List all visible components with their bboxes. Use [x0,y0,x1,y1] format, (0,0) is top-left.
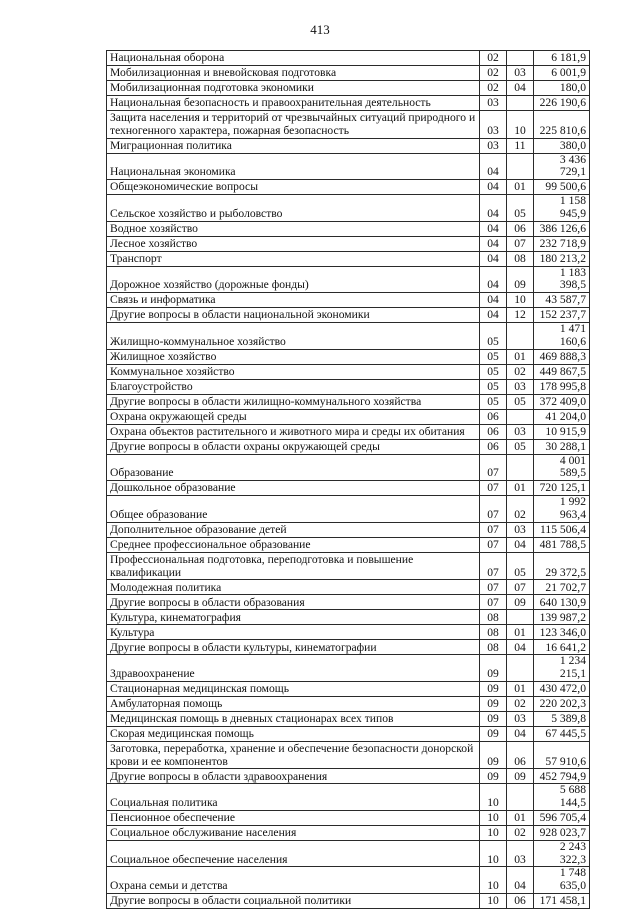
row-section-code: 07 [480,481,507,496]
row-section-code: 07 [480,454,507,481]
row-name: Образование [107,454,480,481]
row-subsection-code: 06 [507,741,534,769]
row-name: Защита населения и территорий от чрезвычайных ситуаций природного и техногенного характера, пожарная безопасность [107,111,480,139]
row-amount: 380,0 [534,138,590,153]
row-amount: 180 213,2 [534,251,590,266]
row-amount: 21 702,7 [534,580,590,595]
table-row [107,251,590,266]
row-amount: 1 471 160,6 [534,323,590,350]
table-row [107,96,590,111]
row-section-code: 09 [480,655,507,682]
row-name: Охрана семьи и детства [107,867,480,894]
row-name: Скорая медицинская помощь [107,726,480,741]
table-row [107,308,590,323]
row-name: Другие вопросы в области национальной экономики [107,308,480,323]
row-section-code: 07 [480,522,507,537]
row-section-code: 05 [480,323,507,350]
row-name: Социальное обеспечение населения [107,840,480,867]
row-section-code: 04 [480,153,507,180]
row-name: Пенсионное обеспечение [107,810,480,825]
table-row [107,595,590,610]
row-amount: 4 001 589,5 [534,454,590,481]
row-name: Здравоохранение [107,655,480,682]
table-row [107,454,590,481]
table-row [107,394,590,409]
row-section-code: 03 [480,138,507,153]
row-amount: 3 436 729,1 [534,153,590,180]
row-amount: 225 810,6 [534,111,590,139]
row-name: Благоустройство [107,379,480,394]
row-name: Национальная безопасность и правоохранительная деятельность [107,96,480,111]
row-amount: 640 130,9 [534,595,590,610]
row-name: Культура, кинематография [107,610,480,625]
row-subsection-code: 08 [507,251,534,266]
row-amount: 67 445,5 [534,726,590,741]
row-subsection-code: 06 [507,221,534,236]
row-amount: 57 910,6 [534,741,590,769]
row-section-code: 04 [480,221,507,236]
row-name: Культура [107,625,480,640]
row-subsection-code: 01 [507,481,534,496]
row-name: Другие вопросы в области охраны окружающей среды [107,439,480,454]
table-row [107,221,590,236]
row-name: Миграционная политика [107,138,480,153]
row-subsection-code: 02 [507,825,534,840]
row-section-code: 04 [480,308,507,323]
row-name: Заготовка, переработка, хранение и обеспечение безопасности донорской крови и ее компонентов [107,741,480,769]
row-subsection-code: 02 [507,496,534,523]
table-row [107,580,590,595]
row-amount: 16 641,2 [534,640,590,655]
row-section-code: 04 [480,266,507,293]
row-section-code: 09 [480,711,507,726]
row-amount: 6 181,9 [534,51,590,66]
table-row [107,681,590,696]
row-section-code: 07 [480,496,507,523]
row-subsection-code [507,784,534,811]
row-amount: 5 389,8 [534,711,590,726]
row-subsection-code: 05 [507,195,534,222]
row-subsection-code: 09 [507,595,534,610]
row-amount: 226 190,6 [534,96,590,111]
row-subsection-code: 03 [507,711,534,726]
row-amount: 178 995,8 [534,379,590,394]
row-section-code: 02 [480,51,507,66]
budget-table-body [107,51,590,909]
row-amount: 30 288,1 [534,439,590,454]
row-section-code: 05 [480,379,507,394]
row-amount: 372 409,0 [534,394,590,409]
row-name: Жилищное хозяйство [107,349,480,364]
table-row [107,625,590,640]
table-row [107,81,590,96]
table-row [107,711,590,726]
row-amount: 1 183 398,5 [534,266,590,293]
row-amount: 430 472,0 [534,681,590,696]
row-name: Общее образование [107,496,480,523]
row-amount: 2 243 322,3 [534,840,590,867]
row-name: Социальная политика [107,784,480,811]
row-name: Амбулаторная помощь [107,696,480,711]
row-amount: 29 372,5 [534,552,590,580]
row-section-code: 04 [480,251,507,266]
table-row [107,810,590,825]
table-row [107,640,590,655]
row-subsection-code: 03 [507,424,534,439]
row-name: Мобилизационная подготовка экономики [107,81,480,96]
row-name: Связь и информатика [107,293,480,308]
table-row [107,138,590,153]
row-section-code: 02 [480,66,507,81]
row-subsection-code [507,610,534,625]
table-row [107,349,590,364]
row-amount: 41 204,0 [534,409,590,424]
table-row [107,496,590,523]
table-row [107,111,590,139]
row-amount: 596 705,4 [534,810,590,825]
row-subsection-code: 02 [507,696,534,711]
row-amount: 1 234 215,1 [534,655,590,682]
row-subsection-code [507,323,534,350]
row-subsection-code: 11 [507,138,534,153]
row-section-code: 10 [480,893,507,908]
table-row [107,364,590,379]
table-row [107,537,590,552]
row-subsection-code: 04 [507,726,534,741]
row-amount: 481 788,5 [534,537,590,552]
row-amount: 1 158 945,9 [534,195,590,222]
row-subsection-code [507,153,534,180]
table-row [107,153,590,180]
row-section-code: 10 [480,810,507,825]
row-subsection-code: 04 [507,81,534,96]
row-name: Сельское хозяйство и рыболовство [107,195,480,222]
row-section-code: 08 [480,625,507,640]
table-row [107,180,590,195]
row-amount: 123 346,0 [534,625,590,640]
row-amount: 180,0 [534,81,590,96]
row-subsection-code: 01 [507,349,534,364]
table-row [107,769,590,784]
row-subsection-code: 10 [507,111,534,139]
table-row [107,741,590,769]
row-name: Дошкольное образование [107,481,480,496]
table-row [107,266,590,293]
row-subsection-code: 02 [507,364,534,379]
table-row [107,696,590,711]
row-subsection-code: 03 [507,840,534,867]
row-subsection-code: 04 [507,640,534,655]
row-subsection-code: 09 [507,266,534,293]
row-section-code: 05 [480,394,507,409]
table-row [107,610,590,625]
row-amount: 720 125,1 [534,481,590,496]
row-section-code: 05 [480,349,507,364]
row-amount: 139 987,2 [534,610,590,625]
table-row [107,424,590,439]
row-section-code: 09 [480,741,507,769]
row-subsection-code: 05 [507,552,534,580]
table-row [107,293,590,308]
row-amount: 171 458,1 [534,893,590,908]
row-section-code: 06 [480,424,507,439]
row-section-code: 05 [480,364,507,379]
row-name: Национальная оборона [107,51,480,66]
row-name: Общеэкономические вопросы [107,180,480,195]
row-name: Другие вопросы в области культуры, кинематографии [107,640,480,655]
row-section-code: 04 [480,293,507,308]
row-name: Дополнительное образование детей [107,522,480,537]
row-section-code: 07 [480,537,507,552]
row-subsection-code: 09 [507,769,534,784]
row-amount: 928 023,7 [534,825,590,840]
row-amount: 469 888,3 [534,349,590,364]
row-amount: 1 992 963,4 [534,496,590,523]
row-subsection-code: 07 [507,580,534,595]
row-subsection-code: 03 [507,522,534,537]
table-row [107,726,590,741]
table-row [107,840,590,867]
row-subsection-code [507,454,534,481]
row-subsection-code: 05 [507,439,534,454]
row-name: Другие вопросы в области социальной политики [107,893,480,908]
row-amount: 1 748 635,0 [534,867,590,894]
row-name: Коммунальное хозяйство [107,364,480,379]
row-amount: 152 237,7 [534,308,590,323]
table-row [107,867,590,894]
row-name: Охрана объектов растительного и животного мира и среды их обитания [107,424,480,439]
row-amount: 452 794,9 [534,769,590,784]
row-subsection-code: 03 [507,379,534,394]
row-amount: 115 506,4 [534,522,590,537]
row-subsection-code [507,51,534,66]
row-name: Другие вопросы в области жилищно-коммунального хозяйства [107,394,480,409]
row-amount: 6 001,9 [534,66,590,81]
row-section-code: 03 [480,96,507,111]
table-row [107,893,590,908]
table-row [107,825,590,840]
row-subsection-code [507,96,534,111]
row-name: Мобилизационная и вневойсковая подготовка [107,66,480,81]
table-row [107,481,590,496]
row-section-code: 06 [480,439,507,454]
table-row [107,522,590,537]
table-row [107,195,590,222]
row-section-code: 09 [480,681,507,696]
budget-table [106,50,590,909]
row-name: Среднее профессиональное образование [107,537,480,552]
table-row [107,552,590,580]
row-section-code: 07 [480,580,507,595]
row-name: Лесное хозяйство [107,236,480,251]
row-section-code: 09 [480,726,507,741]
row-subsection-code: 04 [507,867,534,894]
row-amount: 99 500,6 [534,180,590,195]
row-subsection-code: 01 [507,681,534,696]
row-subsection-code: 04 [507,537,534,552]
row-section-code: 09 [480,696,507,711]
row-subsection-code: 03 [507,66,534,81]
row-name: Социальное обслуживание населения [107,825,480,840]
row-section-code: 10 [480,825,507,840]
row-subsection-code: 06 [507,893,534,908]
row-subsection-code: 07 [507,236,534,251]
row-subsection-code: 10 [507,293,534,308]
row-section-code: 04 [480,195,507,222]
row-name: Медицинская помощь в дневных стационарах всех типов [107,711,480,726]
row-name: Транспорт [107,251,480,266]
table-row [107,66,590,81]
table-row [107,379,590,394]
row-name: Другие вопросы в области образования [107,595,480,610]
row-name: Другие вопросы в области здравоохранения [107,769,480,784]
row-name: Дорожное хозяйство (дорожные фонды) [107,266,480,293]
row-section-code: 02 [480,81,507,96]
row-section-code: 10 [480,867,507,894]
row-section-code: 07 [480,552,507,580]
row-name: Водное хозяйство [107,221,480,236]
row-amount: 10 915,9 [534,424,590,439]
row-subsection-code [507,655,534,682]
row-subsection-code [507,409,534,424]
row-subsection-code: 01 [507,180,534,195]
row-section-code: 08 [480,640,507,655]
row-amount: 43 587,7 [534,293,590,308]
row-name: Охрана окружающей среды [107,409,480,424]
row-amount: 232 718,9 [534,236,590,251]
row-section-code: 09 [480,769,507,784]
row-subsection-code: 01 [507,625,534,640]
row-name: Профессиональная подготовка, переподготовка и повышение квалификации [107,552,480,580]
row-subsection-code: 05 [507,394,534,409]
row-name: Молодежная политика [107,580,480,595]
row-section-code: 10 [480,784,507,811]
row-section-code: 10 [480,840,507,867]
row-name: Стационарная медицинская помощь [107,681,480,696]
page-number: 413 [310,22,330,37]
table-row [107,51,590,66]
row-section-code: 07 [480,595,507,610]
row-section-code: 03 [480,111,507,139]
row-section-code: 04 [480,236,507,251]
row-subsection-code: 12 [507,308,534,323]
row-name: Национальная экономика [107,153,480,180]
table-row [107,409,590,424]
row-amount: 449 867,5 [534,364,590,379]
table-row [107,236,590,251]
table-row [107,784,590,811]
row-subsection-code: 01 [507,810,534,825]
row-amount: 386 126,6 [534,221,590,236]
row-name: Жилищно-коммунальное хозяйство [107,323,480,350]
table-row [107,439,590,454]
row-amount: 5 688 144,5 [534,784,590,811]
row-section-code: 06 [480,409,507,424]
row-section-code: 04 [480,180,507,195]
row-amount: 220 202,3 [534,696,590,711]
row-section-code: 08 [480,610,507,625]
table-row [107,323,590,350]
table-row [107,655,590,682]
